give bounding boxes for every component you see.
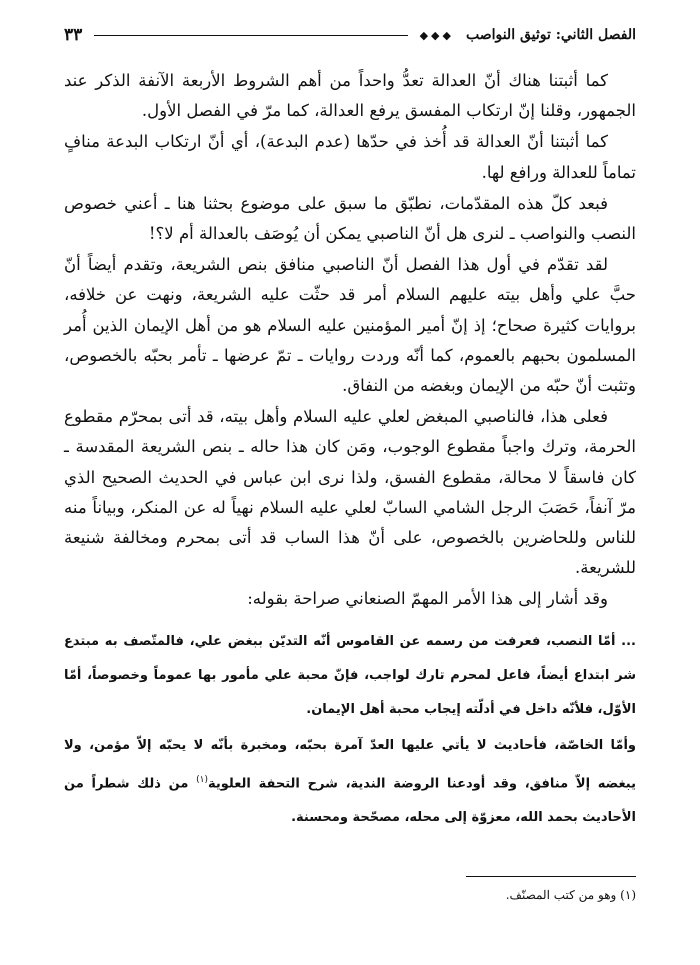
paragraph: كما أثبتنا هناك أنّ العدالة تعدُّ واحداً من أهم الشروط الأربعة الآنفة الذكر عند الجمهور، وقلنا إنّ ارتكاب المفسق يرفع العدالة، كما مرّ في الفصل الأول. (64, 71, 636, 121)
paragraph: لقد تقدّم في أول هذا الفصل أنّ الناصبي منافق بنص الشريعة، وتقدم أيضاً أنّ حبَّ علي وأهل بيته عليهم السلام أمر قد حثّت عليه الشريعة، ونهت عن خلافه، بروايات كثيرة صحاح؛ إذ إنّ أمير المؤمنين عليه السلام هو من أهل الإيمان الذين أُمر المسلمون بحبهم بالعموم، كما أنّه وردت روايات ـ تمّ عرضها ـ تأمر بحبّه بالخصوص، وتثبت أنّ حبّه من الإيمان وبغضه من النفاق. (64, 255, 636, 396)
quote-paragraph (64, 729, 636, 835)
quote-paragraph: ... أمّا النصب، فعرفت من رسمه عن القاموس أنّه التديّن ببغض علي، فالمتّصف به مبتدع شر ابتداع أيضاً، فاعل لمحرم تارك لواجب، فإنّ محبة علي مأمور بها عموماً وخصوصاً، أمّا الأوّل، فلأنّه داخل في أدلّته إيجاب محبة أهل الإيمان. (64, 633, 636, 717)
block-quote (64, 625, 636, 835)
paragraph: فعلى هذا، فالناصبي المبغض لعلي عليه السلام وأهل بيته، قد أتى بمحرّم مقطوع الحرمة، وترك واجباً مقطوع الوجوب، ومَن كان هذا حاله ـ بنص الشريعة المقدسة ـ كان فاسقاً لا محالة، مقطوع الفسق، ولذا نرى ابن عباس في الحديث الصحيح الذي مرّ آنفاً، حَصَبَ الرجل الشامي السابّ لعلي عليه السلام نهياً له عن المنكر، وبياناً منه للناس وللحاضرين بالخصوص، على أنّ هذا الساب قد أتى بمحرم ومخالفة شنيعة للشريعة. (64, 407, 636, 578)
chapter-title: الفصل الثاني: توثيق النواصب (465, 27, 636, 43)
main-text (64, 66, 636, 835)
diamond-ornament-icon: ◆◆◆ (419, 28, 454, 42)
paragraph: كما أثبتنا أنّ العدالة قد أُخذ في حدّها (عدم البدعة)، أي أنّ ارتكاب البدعة منافٍ تماماً للعدالة ورافع لها. (64, 132, 636, 182)
header-divider (94, 35, 407, 36)
paragraph: فبعد كلّ هذه المقدّمات، نطبّق ما سبق على موضوع بحثنا هنا ـ أعني خصوص النصب والنواصب ـ لنرى هل أنّ الناصبي يمكن أن يُوصَف بالعدالة أم لا؟! (64, 193, 636, 244)
footnote-divider (466, 876, 636, 877)
footnote: (١) وهو من كتب المصنّف. (505, 888, 636, 902)
paragraph: وقد أشار إلى هذا الأمر المهمّ الصنعاني صراحة بقوله: (247, 589, 608, 609)
footnote-marker[interactable]: (١) (196, 774, 208, 785)
quote-text: وأمّا الخاصّة، فأحاديث لا يأتي عليها العدّ آمرة بحبّه، ومخبرة بأنّه لا يحبّه إلاّ مؤمن، ولا يبغضه إلاّ منافق، وقد أودعنا الروضة الندية، شرح التحفة العلوية (64, 737, 636, 791)
running-header (64, 22, 636, 48)
page-number: ٣٣ (64, 25, 83, 45)
quote-text-tail: من ذلك شطراً من الأحاديث بحمد الله، معزوّة إلى محله، مصحّحة ومحسنة. (64, 775, 636, 825)
